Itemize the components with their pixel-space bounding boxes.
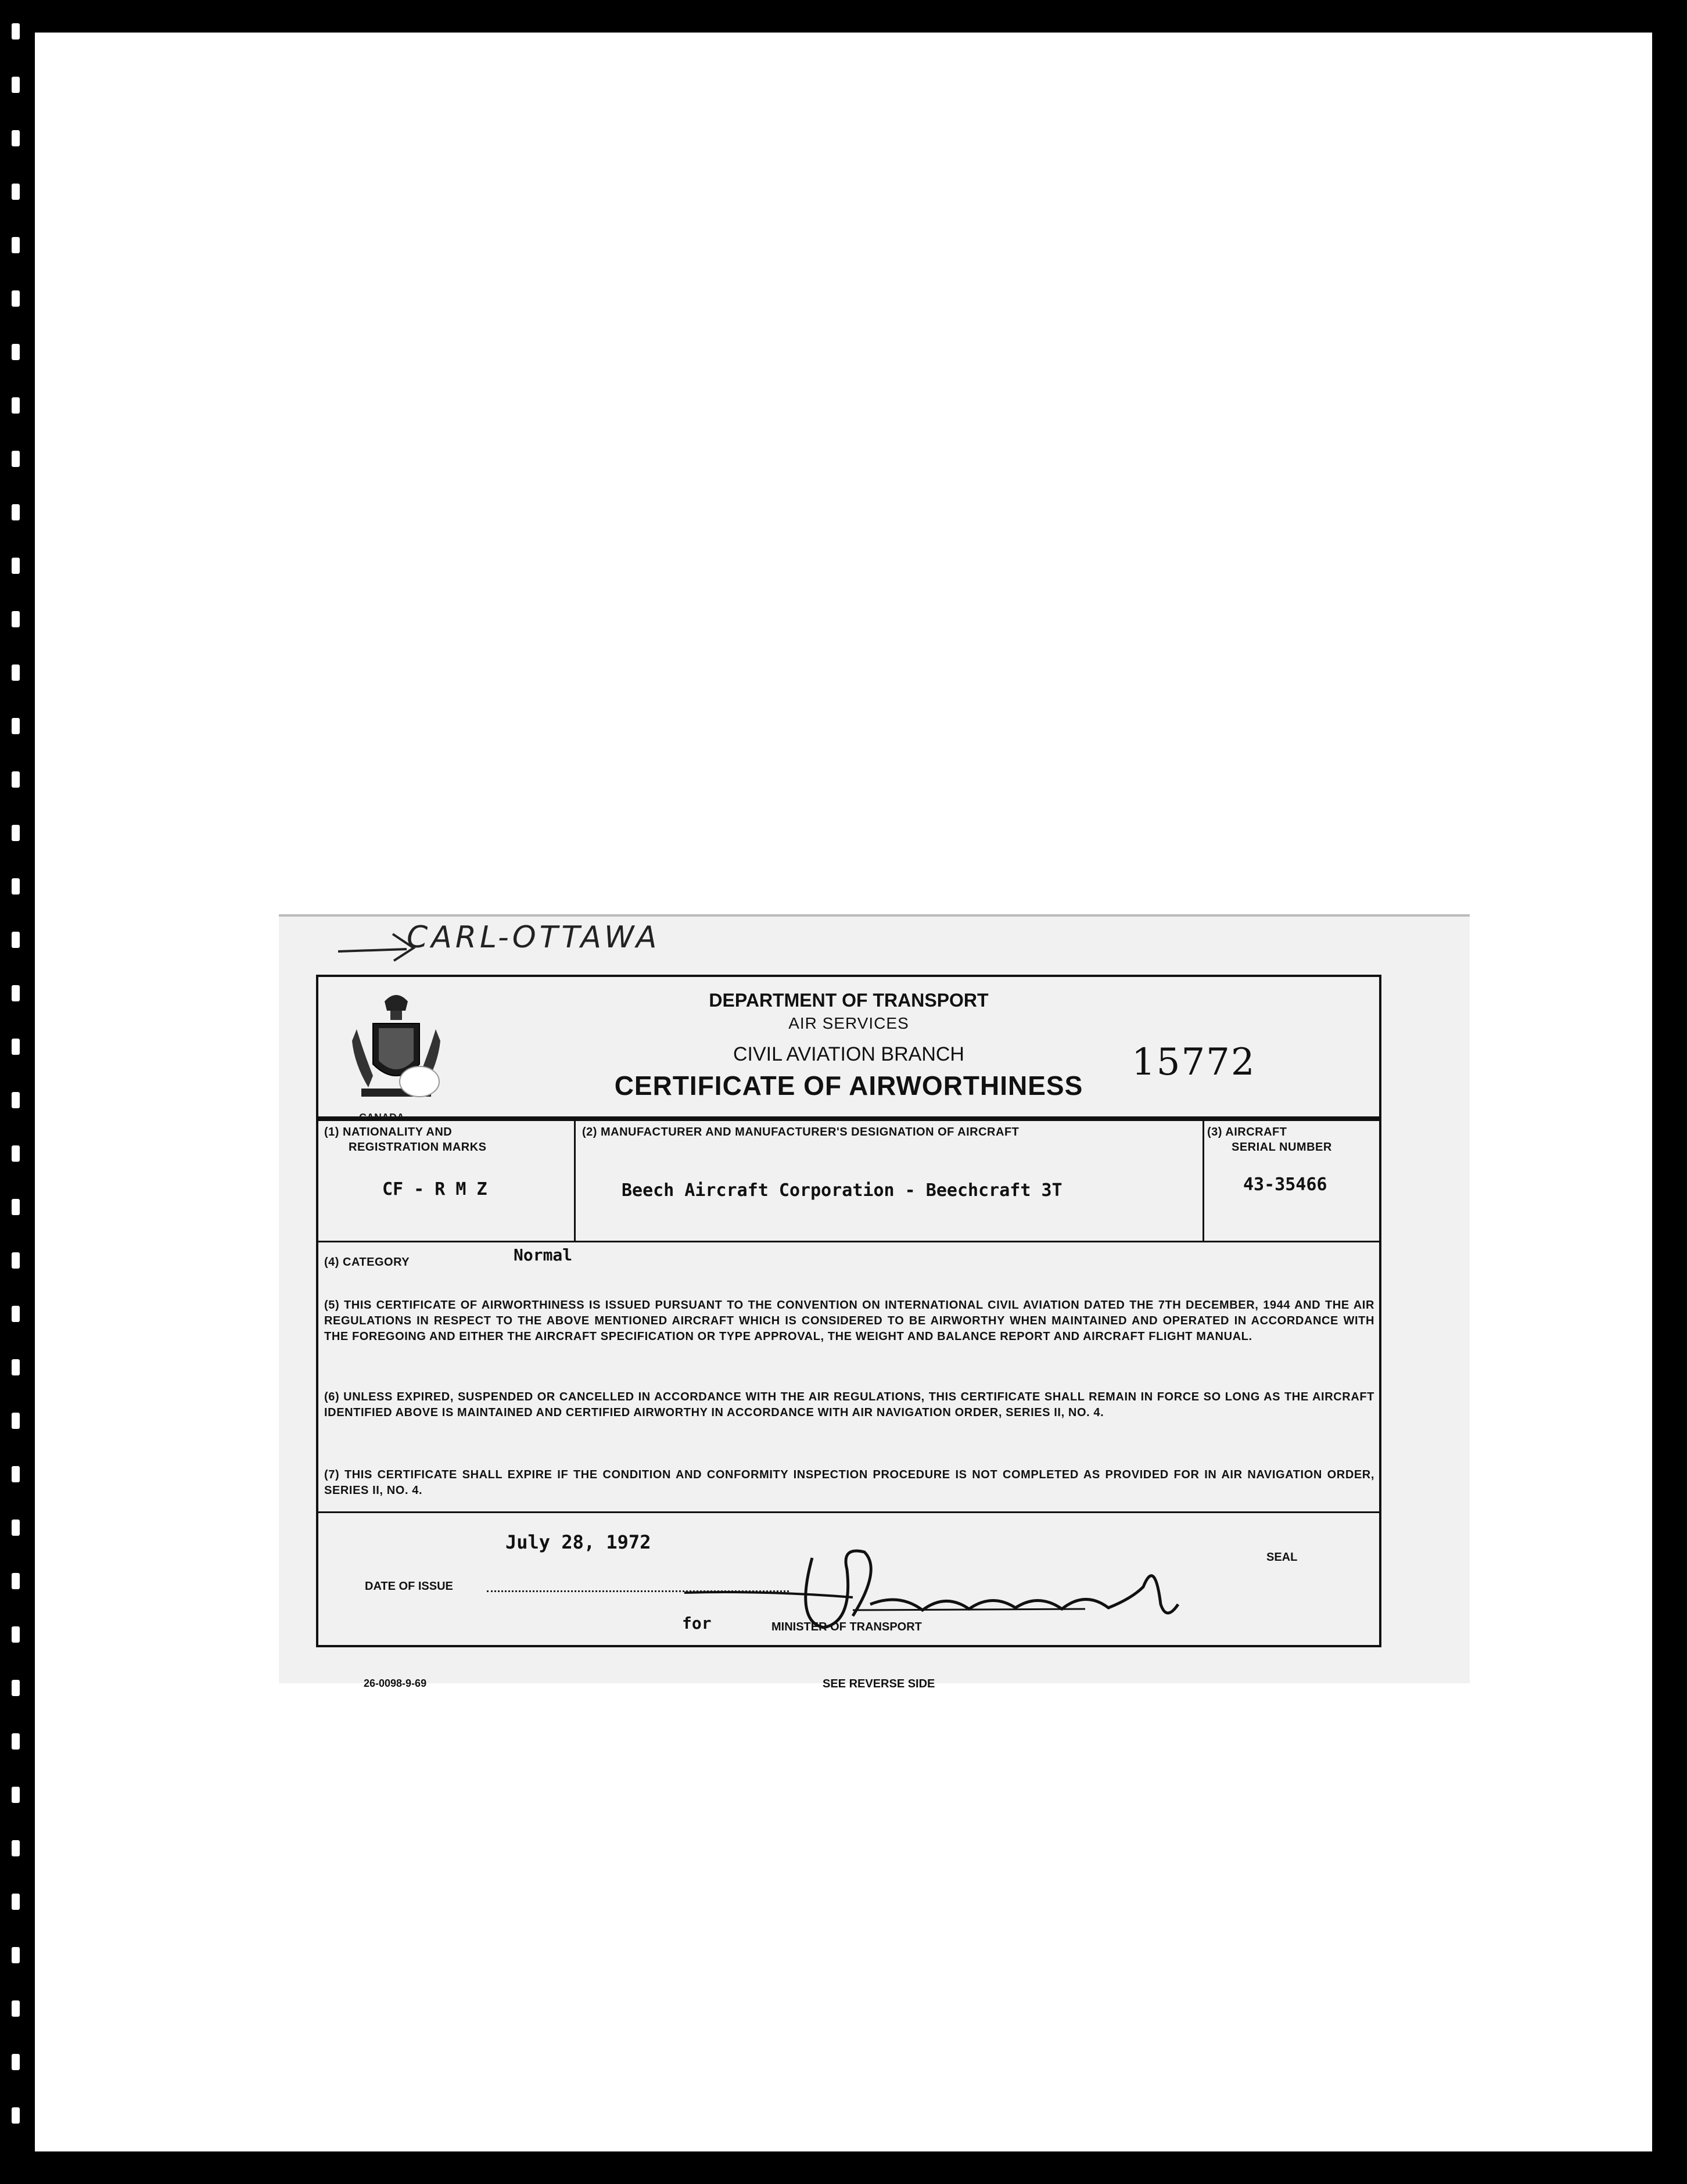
sprocket-hole xyxy=(12,718,20,734)
sprocket-hole xyxy=(12,1359,20,1375)
see-reverse-note: SEE REVERSE SIDE xyxy=(823,1677,935,1690)
sprocket-hole xyxy=(12,2054,20,2070)
sprocket-hole xyxy=(12,1626,20,1643)
body-divider xyxy=(318,1511,1379,1513)
sprocket-hole xyxy=(12,825,20,841)
for-signature-word: for xyxy=(682,1614,712,1633)
certificate-frame xyxy=(316,975,1381,1647)
sprocket-hole xyxy=(12,1413,20,1429)
signature-image xyxy=(679,1535,1190,1633)
department-heading: DEPARTMENT OF TRANSPORT xyxy=(709,990,989,1011)
sprocket-hole xyxy=(12,1306,20,1322)
sprocket-hole xyxy=(12,397,20,414)
sprocket-hole xyxy=(12,985,20,1001)
paragraph-5: (5) THIS CERTIFICATE OF AIRWORTHINESS IS ISSUED PURSUANT TO THE CONVENTION ON INTERNATIONAL CIVIL AVIATION DATED THE 7TH DECEMBER, 1944 AND THE AIR REGULATIONS IN RESPECT TO THE ABOVE MENTIONED AIRCRAFT WHICH IS CONSIDERED TO BE AIRWORTHY WHEN MAINTAINED AND OPERATED IN ACCORDANCE WITH THE FOREGOING AND EITHER THE AIRCRAFT SPECIFICATION OR TYPE APPROVAL, THE WEIGHT AND BALANCE REPORT AND AIRCRAFT FLIGHT MANUAL. xyxy=(324,1299,1374,1343)
sprocket-hole xyxy=(12,504,20,520)
sprocket-hole xyxy=(12,1039,20,1055)
sprocket-hole xyxy=(12,1092,20,1108)
date-of-issue-label: DATE OF ISSUE xyxy=(365,1580,453,1593)
sprocket-hole xyxy=(12,290,20,307)
field3-label xyxy=(1207,1125,1332,1155)
category-value: Normal xyxy=(514,1245,573,1265)
paragraph-6: (6) UNLESS EXPIRED, SUSPENDED OR CANCELLED IN ACCORDANCE WITH THE AIR REGULATIONS, THIS CERTIFICATE SHALL REMAIN IN FORCE SO LONG AS THE AIRCRAFT IDENTIFIED ABOVE IS MAINTAINED AND CERTIFIED AIRWORTHY IN ACCORDANCE WITH AIR NAVIGATION ORDER, SERIES II, NO. 4. xyxy=(324,1391,1374,1419)
sprocket-hole xyxy=(12,1680,20,1696)
sprocket-hole xyxy=(12,1466,20,1482)
registration-marks-value: CF - R M Z xyxy=(382,1179,487,1199)
sprocket-hole xyxy=(12,1520,20,1536)
column-divider-1 xyxy=(574,1121,576,1241)
sprocket-hole xyxy=(12,1199,20,1215)
sprocket-hole xyxy=(12,932,20,948)
branch-heading: CIVIL AVIATION BRANCH xyxy=(733,1043,964,1065)
certificate-title: CERTIFICATE OF AIRWORTHINESS xyxy=(614,1071,1083,1101)
sprocket-hole xyxy=(12,1947,20,1963)
paragraph-7: (7) THIS CERTIFICATE SHALL EXPIRE IF THE CONDITION AND CONFORMITY INSPECTION PROCEDURE IS NOT COMPLETED AS PROVIDED FOR IN AIR NAVIGATION ORDER, SERIES II, NO. 4. xyxy=(324,1468,1374,1497)
film-edge xyxy=(0,0,33,2184)
manufacturer-value: Beech Aircraft Corporation - Beechcraft 3T xyxy=(622,1180,1063,1201)
sprocket-hole xyxy=(12,2000,20,2017)
sprocket-hole xyxy=(12,130,20,146)
sprocket-hole xyxy=(12,771,20,788)
serial-number-value: 43-35466 xyxy=(1243,1174,1327,1195)
sprocket-hole xyxy=(12,451,20,467)
seal-label: SEAL xyxy=(1266,1551,1298,1564)
sprocket-hole xyxy=(12,558,20,574)
fields-divider xyxy=(318,1241,1379,1242)
header-divider xyxy=(318,1116,1379,1121)
field2-label: (2) MANUFACTURER AND MANUFACTURER'S DESIGNATION OF AIRCRAFT xyxy=(582,1126,1020,1138)
column-divider-2 xyxy=(1203,1121,1204,1241)
sprocket-hole xyxy=(12,611,20,627)
sprocket-hole xyxy=(12,344,20,360)
certificate-card xyxy=(279,914,1470,1690)
sprocket-hole xyxy=(12,878,20,895)
form-number: 26-0098-9-69 xyxy=(364,1677,427,1689)
service-heading: AIR SERVICES xyxy=(788,1014,909,1032)
field1-label-line2: REGISTRATION MARKS xyxy=(349,1141,487,1154)
sprocket-hole xyxy=(12,237,20,253)
issue-date-value: July 28, 1972 xyxy=(505,1531,651,1553)
sprocket-hole xyxy=(12,1145,20,1162)
field4-label: (4) CATEGORY xyxy=(324,1256,410,1269)
field1-label-line1: (1) NATIONALITY AND xyxy=(324,1126,453,1138)
sprocket-hole xyxy=(12,1733,20,1750)
sprocket-hole xyxy=(12,2107,20,2124)
sprocket-hole xyxy=(12,1787,20,1803)
sprocket-hole xyxy=(12,1840,20,1856)
sprocket-hole xyxy=(12,664,20,681)
field1-label xyxy=(324,1125,487,1155)
sprocket-hole xyxy=(12,77,20,93)
field3-label-line2: SERIAL NUMBER xyxy=(1232,1141,1332,1154)
handwritten-annotation: CARL-OTTAWA xyxy=(407,920,661,955)
sprocket-hole xyxy=(12,1252,20,1269)
scanned-page xyxy=(35,33,1652,2151)
sprocket-hole xyxy=(12,1573,20,1589)
field3-label-line1: (3) AIRCRAFT xyxy=(1207,1126,1287,1138)
sprocket-hole xyxy=(12,184,20,200)
minister-label: MINISTER OF TRANSPORT xyxy=(771,1621,922,1633)
certificate-number: 15772 xyxy=(1132,1041,1256,1084)
sprocket-hole xyxy=(12,1894,20,1910)
sprocket-hole xyxy=(12,23,20,39)
